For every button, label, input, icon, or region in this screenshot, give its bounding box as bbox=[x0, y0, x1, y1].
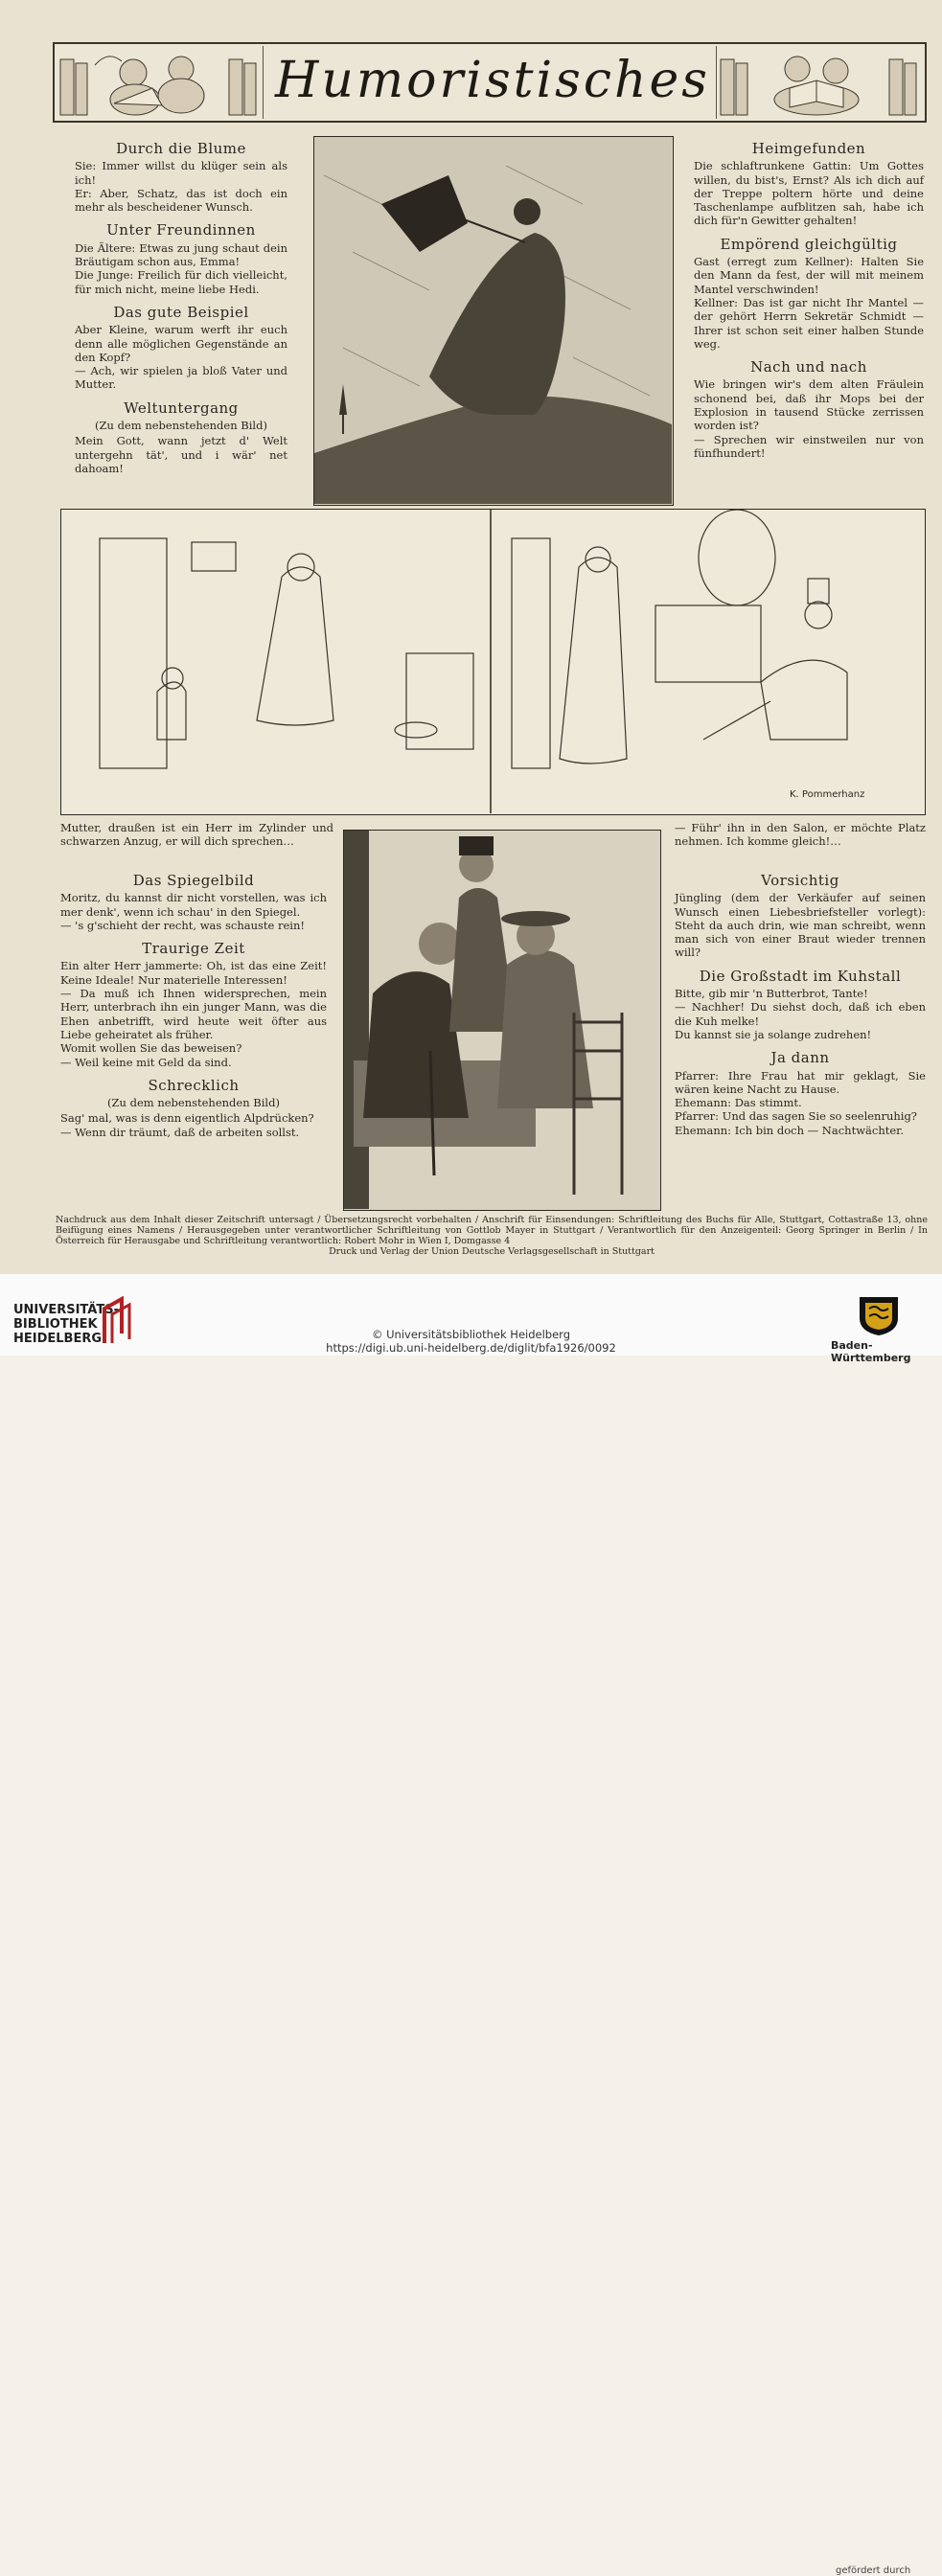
joke-line: — Sprechen wir einstweilen nur von fünfhundert! bbox=[694, 432, 924, 460]
joke-line: Wie bringen wir's dem alten Fräulein schonend bei, daß ihr Mops bei der Explosion in tausend Stücke zerrissen worden ist? bbox=[694, 377, 924, 433]
joke-title: Das gute Beispiel bbox=[113, 303, 249, 321]
joke-line: Aber Kleine, warum werft ihr euch denn alle möglichen Gegenstände an den Kopf? bbox=[75, 323, 287, 364]
cartoon-panels-drawing bbox=[61, 510, 924, 813]
document-url-link[interactable]: https://digi.ub.uni-heidelberg.de/diglit/bfa1926/0092 bbox=[326, 1341, 616, 1355]
joke-line: Er: Aber, Schatz, das ist doch ein mehr als bescheidener Wunsch. bbox=[75, 186, 287, 215]
joke-line: Mein Gott, wann jetzt d' Welt untergehn tät', und i wär' net dahoam! bbox=[75, 434, 287, 475]
joke-schrecklich bbox=[60, 1076, 327, 1139]
joke-ja-dann bbox=[675, 1051, 926, 1137]
joke-heimgefunden bbox=[694, 142, 924, 228]
column-right-bottom bbox=[675, 874, 926, 1147]
funded-by-label: gefördert durch bbox=[836, 2565, 911, 2576]
joke-title: Nach und nach bbox=[750, 358, 867, 376]
page-title: Humoristisches bbox=[275, 52, 710, 109]
men-talking-illustration bbox=[343, 830, 661, 1211]
funder-name: Baden-Württemberg bbox=[831, 1339, 911, 1364]
column-right-top bbox=[694, 142, 924, 469]
woman-in-storm-drawing bbox=[314, 137, 672, 504]
joke-title: Ja dann bbox=[770, 1049, 830, 1067]
joke-title: Schrecklich bbox=[148, 1076, 240, 1094]
caption-text: Mutter, draußen ist ein Herr im Zylinder und schwarzen Anzug, er will dich sprechen… bbox=[60, 821, 333, 849]
joke-title: Die Großstadt im Kuhstall bbox=[699, 967, 902, 985]
joke-line: Sag' mal, was is denn eigentlich Alpdrücken? bbox=[60, 1111, 314, 1126]
logo-line: BIBLIOTHEK bbox=[13, 1317, 98, 1332]
caption-text: — Führ' ihn in den Salon, er möchte Platz nehmen. Ich komme gleich!… bbox=[675, 821, 926, 849]
joke-durch-die-blume bbox=[75, 142, 287, 214]
joke-title: Heimgefunden bbox=[751, 140, 866, 157]
cartoon-signature: K. Pommerhanz bbox=[790, 789, 865, 800]
joke-title: Durch die Blume bbox=[116, 140, 246, 157]
joke-title: Unter Freundinnen bbox=[106, 221, 256, 239]
cherub-reading-illustration-left bbox=[57, 46, 261, 119]
joke-line: Moritz, du kannst dir nicht vorstellen, was ich mer denk', wenn ich schau' in den Spiegel. bbox=[60, 891, 327, 919]
joke-line: — Nachher! Du siehst doch, daß ich eben die Kuh melke! bbox=[675, 1000, 926, 1028]
joke-subtitle: (Zu dem nebenstehenden Bild) bbox=[95, 419, 267, 433]
joke-vorsichtig bbox=[675, 874, 926, 960]
joke-line: — Da muß ich Ihnen widersprechen, mein Herr, unterbrach ihn ein junger Mann, was die Ehen anbetrifft, wird heute weit öfter aus Liebe geheiratet als früher. bbox=[60, 987, 327, 1041]
copyright-notice: © Universitätsbibliothek Heidelberg bbox=[371, 1328, 570, 1341]
joke-line: Die Junge: Freilich für dich vielleicht, für mich nicht, meine liebe Hedi. bbox=[75, 268, 287, 296]
storm-illustration bbox=[313, 136, 674, 506]
three-men-drawing bbox=[344, 831, 659, 1209]
joke-line: Gast (erregt zum Kellner): Halten Sie den Mann da fest, der will mit meinem Mantel verschwinden! bbox=[694, 255, 924, 296]
joke-line: Sie: Immer willst du klüger sein als ich! bbox=[75, 159, 287, 187]
header-vignette-left bbox=[57, 46, 264, 119]
joke-unter-freundinnen bbox=[75, 223, 287, 295]
column-left-bottom bbox=[60, 874, 327, 1149]
joke-line: Ehemann: Ich bin doch — Nachtwächter. bbox=[675, 1123, 905, 1137]
joke-nach-und-nach bbox=[694, 360, 924, 460]
joke-das-gute-beispiel bbox=[75, 303, 287, 392]
joke-line: Jüngling (dem der Verkäufer auf seinen Wunsch einen Liebesbriefsteller vorlegt): Steht da auch drin, wie man schreibt, wenn man sich von einer Braut wieder trennen will? bbox=[675, 891, 926, 960]
column-left-top bbox=[75, 142, 287, 485]
joke-title: Weltuntergang bbox=[124, 399, 239, 417]
joke-title: Vorsichtig bbox=[761, 872, 839, 889]
joke-line: Bitte, gib mir 'n Butterbrot, Tante! bbox=[675, 987, 868, 1001]
joke-line: Du kannst sie ja solange zudrehen! bbox=[675, 1027, 872, 1041]
joke-line: Ehemann: Das stimmt. bbox=[675, 1096, 802, 1110]
joke-line: Die schlaftrunkene Gattin: Um Gottes willen, du bist's, Ernst? Als ich dich auf der Treppe poltern hörte und deine Taschenlampe aufblitzen sah, habe ich dich für'n Gewitter gehalten! bbox=[694, 159, 924, 228]
joke-traurige-zeit bbox=[60, 942, 327, 1069]
joke-title: Empörend gleichgültig bbox=[720, 235, 898, 253]
joke-line: — Weil keine mit Geld da sind. bbox=[60, 1055, 232, 1069]
joke-line: Ein alter Herr jammerte: Oh, ist das eine Zeit! Keine Ideale! Nur materielle Interessen! bbox=[60, 959, 327, 987]
cartoon-strip bbox=[60, 509, 926, 815]
imprint-notes bbox=[56, 1215, 928, 1257]
joke-weltuntergang bbox=[75, 401, 287, 475]
joke-line: Womit wollen Sie das beweisen? bbox=[60, 1041, 242, 1056]
joke-title: Traurige Zeit bbox=[142, 940, 245, 958]
joke-line: Kellner: Das ist gar nicht Ihr Mantel — der gehört Herrn Sekretär Schmidt — Ihrer ist schon seit einer halben Stunde weg. bbox=[694, 295, 924, 351]
cartoon-caption-left bbox=[60, 821, 333, 849]
logo-line: HEIDELBERG bbox=[13, 1332, 103, 1346]
logo-line: UNIVERSITÄTS- bbox=[13, 1303, 119, 1317]
cherub-reading-illustration-right bbox=[717, 46, 921, 119]
joke-line: — Ach, wir spielen ja bloß Vater und Mutter. bbox=[75, 364, 287, 392]
printer-line: Druck und Verlag der Union Deutsche Verlagsgesellschaft in Stuttgart bbox=[329, 1246, 655, 1257]
page-header bbox=[53, 42, 927, 123]
joke-line: — 's g'schieht der recht, was schauste rein! bbox=[60, 918, 305, 932]
scanned-page bbox=[0, 0, 942, 1274]
joke-subtitle: (Zu dem nebenstehenden Bild) bbox=[107, 1096, 280, 1110]
joke-empoerend-gleichgueltig bbox=[694, 235, 924, 351]
joke-line: Die Ältere: Etwas zu jung schaut dein Bräutigam schon aus, Emma! bbox=[75, 240, 287, 269]
joke-grossstadt-im-kuhstall bbox=[675, 969, 926, 1041]
joke-line: Pfarrer: Und das sagen Sie so seelenruhig? bbox=[675, 1109, 917, 1124]
joke-line: Pfarrer: Ihre Frau hat mir geklagt, Sie wären keine Nacht zu Hause. bbox=[675, 1068, 926, 1096]
joke-line: — Wenn dir träumt, daß de arbeiten sollst. bbox=[60, 1125, 300, 1139]
cartoon-caption-right bbox=[675, 821, 926, 849]
header-vignette-right bbox=[716, 46, 923, 119]
joke-title: Das Spiegelbild bbox=[132, 872, 255, 889]
joke-das-spiegelbild bbox=[60, 874, 327, 932]
imprint-text: Nachdruck aus dem Inhalt dieser Zeitschrift untersagt / Übersetzungsrecht vorbehalten / Anschrift für Einsendungen: Schriftleitung des Buchs für Alle, Stuttgart, Cottastraße 13, ohne Beifügung eines Namens / Herausgegeben unter verantwortlicher Schriftleitung von Gottlob Mayer in Stuttgart / Verantwortlich für den Anzeigenteil: Georg Springer in Berlin / In Österreich für Herausgabe und Schriftleitung verantwortlich: Robert Mohr in Wien I, Domgasse 4 bbox=[56, 1215, 928, 1246]
